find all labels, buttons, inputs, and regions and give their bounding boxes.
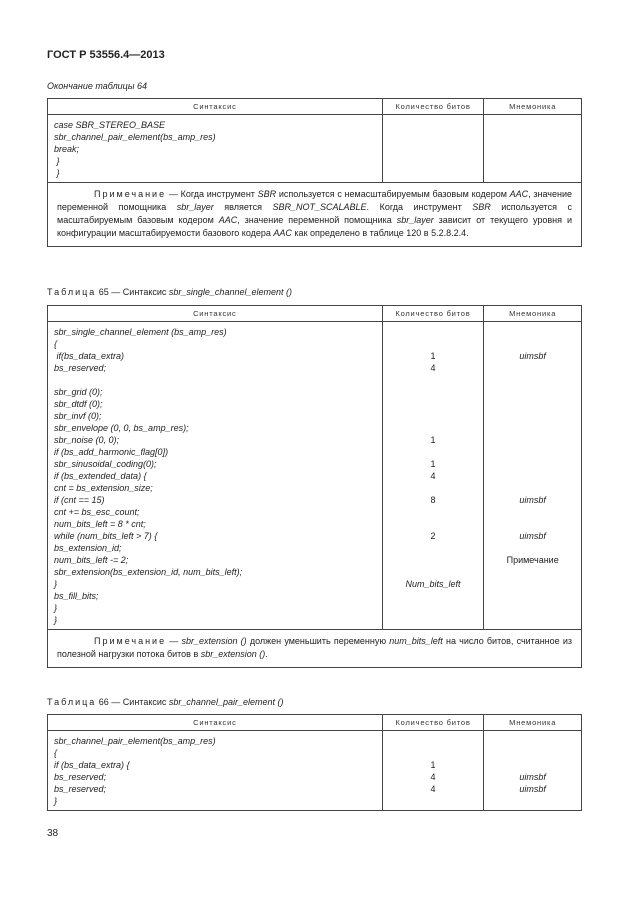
mnemonic-value (490, 542, 575, 554)
syntax-line (54, 374, 376, 386)
note-term: sbr_extension () (200, 649, 266, 659)
note-term: sbr_layer (396, 215, 434, 225)
note-text: должен уменьшить переменную (246, 636, 390, 646)
syntax-line: sbr_single_channel_element (bs_amp_res) (54, 327, 227, 337)
mnemonic-value (490, 735, 575, 747)
bits-value: 4 (430, 363, 436, 373)
col-header-syntax: Синтаксис (48, 99, 383, 115)
table66-mnemonic-cell (484, 731, 582, 811)
bits-value (389, 326, 478, 338)
caption-text: 66 — Синтаксис (96, 697, 169, 707)
table64 (47, 98, 582, 247)
mnemonic-value (490, 446, 575, 458)
note-term: SBR_NOT_SCALABLE (272, 202, 367, 212)
note-text: , значение переменной помощника (57, 189, 572, 212)
syntax-line: bs_reserved; (54, 772, 107, 782)
page-number: 38 (47, 828, 59, 839)
bits-value (389, 374, 478, 386)
mnemonic-value (490, 374, 575, 386)
note-term: AAC (273, 228, 292, 238)
syntax-line: bs_fill_bits; (54, 591, 99, 601)
note-term: SBR (472, 202, 491, 212)
bits-value: 4 (430, 772, 436, 782)
bits-value: 4 (430, 471, 436, 481)
syntax-line: while (num_bits_left > 7) { (54, 531, 158, 541)
col-header-mnemonic: Мнемоника (484, 715, 582, 731)
bits-value (389, 590, 478, 602)
table64-syntax-cell (48, 115, 383, 183)
syntax-line: } (54, 579, 58, 589)
table65-caption (47, 287, 292, 297)
syntax-line: } (54, 615, 58, 625)
table64-bits-cell (382, 115, 484, 183)
mnemonic-value (490, 470, 575, 482)
mnemonic-value: Примечание (506, 555, 559, 565)
mnemonic-value: uimsbf (519, 772, 546, 782)
table66-bits-cell (382, 731, 484, 811)
syntax-line: { (54, 339, 58, 349)
document-header: ГОСТ Р 53556.4—2013 (47, 49, 165, 61)
table66 (47, 714, 582, 811)
caption-prefix: Таблица (47, 697, 97, 707)
col-header-syntax: Синтаксис (48, 715, 383, 731)
bits-value (389, 398, 478, 410)
bits-value (389, 542, 478, 554)
note-text: , значение переменной помощника (237, 215, 397, 225)
bits-value: 4 (430, 784, 436, 794)
table65-bits-cell (382, 322, 484, 630)
caption-function: sbr_channel_pair_element () (168, 697, 284, 707)
mnemonic-value (490, 747, 575, 759)
mnemonic-value (490, 338, 575, 350)
syntax-line: sbr_extension(bs_extension_id, num_bits_left); (54, 567, 243, 577)
bits-value (389, 554, 478, 566)
mnemonic-value (490, 434, 575, 446)
bits-value (389, 795, 478, 807)
note-label: Примечание (94, 189, 167, 199)
mnemonic-value (490, 566, 575, 578)
bits-value (389, 518, 478, 530)
bits-value: Num_bits_left (405, 579, 461, 589)
note-term: sbr_layer (176, 202, 214, 212)
bits-value: 1 (430, 435, 436, 445)
syntax-line: num_bits_left -= 2; (54, 555, 129, 565)
bits-value: 1 (430, 459, 436, 469)
syntax-line: } (54, 168, 60, 178)
syntax-line: sbr_channel_pair_element(bs_amp_res) (54, 132, 216, 142)
mnemonic-value (490, 506, 575, 518)
bits-value: 8 (430, 495, 436, 505)
note-text: используется с немасштабируемым базовым кодером (276, 189, 510, 199)
syntax-line: bs_reserved; (54, 784, 107, 794)
syntax-line: sbr_envelope (0, 0, bs_amp_res); (54, 423, 189, 433)
bits-value (389, 614, 478, 626)
table65-mnemonic-cell (484, 322, 582, 630)
syntax-line: } (54, 156, 60, 166)
col-header-bits: Количество битов (382, 99, 484, 115)
col-header-syntax: Синтаксис (48, 306, 383, 322)
mnemonic-value: uimsbf (519, 495, 546, 505)
note-text: является (213, 202, 273, 212)
note-label: Примечание (94, 636, 167, 646)
bits-value (389, 747, 478, 759)
note-text: как определено в таблице 120 в 5.2.8.2.4. (291, 228, 469, 238)
mnemonic-value: uimsbf (519, 784, 546, 794)
bits-value (389, 506, 478, 518)
bits-value (389, 422, 478, 434)
syntax-line: case SBR_STEREO_BASE (54, 120, 166, 130)
bits-value: 2 (430, 531, 436, 541)
table64-mnemonic-cell (484, 115, 582, 183)
note-dash: — (166, 189, 181, 199)
caption-prefix: Таблица (47, 287, 97, 297)
bits-value (389, 386, 478, 398)
syntax-line: if(bs_data_extra) (54, 351, 125, 361)
note-text: зависит от текущего уровня и конфигурации масштабируемости базового кодера (57, 215, 572, 238)
bits-value (389, 482, 478, 494)
note-text: на число битов, считанное из полезной нагрузки потока битов в (57, 636, 572, 659)
mnemonic-value (490, 422, 575, 434)
syntax-line: sbr_grid (0); (54, 387, 103, 397)
syntax-line: if (cnt == 15) (54, 495, 105, 505)
note-dash: — (166, 636, 182, 646)
syntax-line: sbr_channel_pair_element(bs_amp_res) (54, 736, 216, 746)
table64-note (48, 183, 582, 247)
table66-syntax-cell (48, 731, 383, 811)
mnemonic-value (490, 458, 575, 470)
syntax-line: sbr_invf (0); (54, 411, 102, 421)
bits-value (389, 566, 478, 578)
syntax-line: } (54, 603, 58, 613)
table65-syntax-cell (48, 322, 383, 630)
bits-value (389, 602, 478, 614)
bits-value (389, 338, 478, 350)
bits-value (389, 446, 478, 458)
bits-value (389, 410, 478, 422)
note-term: SBR (257, 189, 277, 199)
col-header-mnemonic: Мнемоника (484, 99, 582, 115)
mnemonic-value (490, 602, 575, 614)
caption-function: sbr_single_channel_element () (168, 287, 292, 297)
syntax-line: { (54, 748, 58, 758)
note-term: AAC (218, 215, 238, 225)
col-header-bits: Количество битов (382, 715, 484, 731)
syntax-line: sbr_sinusoidal_coding(0); (54, 459, 157, 469)
bits-value: 1 (430, 760, 436, 770)
syntax-line: sbr_noise (0, 0); (54, 435, 120, 445)
note-text: . (265, 649, 268, 659)
mnemonic-value: uimsbf (519, 531, 546, 541)
caption-text: 65 — Синтаксис (96, 287, 169, 297)
mnemonic-value (490, 614, 575, 626)
mnemonic-value (490, 326, 575, 338)
table65 (47, 305, 582, 668)
syntax-line: bs_reserved; (54, 363, 107, 373)
syntax-line: break; (54, 144, 80, 154)
table66-caption (47, 697, 283, 707)
bits-value: 1 (430, 351, 436, 361)
note-text: . Когда инструмент (366, 202, 473, 212)
bits-value (389, 735, 478, 747)
mnemonic-value (490, 518, 575, 530)
note-term: sbr_extension () (181, 636, 247, 646)
mnemonic-value (490, 410, 575, 422)
table65-note (48, 630, 582, 668)
syntax-line: sbr_dtdf (0); (54, 399, 103, 409)
syntax-line: cnt += bs_esc_count; (54, 507, 140, 517)
note-text: используется с масштабируемым базовым кодером (57, 202, 572, 225)
mnemonic-value (490, 398, 575, 410)
syntax-line: num_bits_left = 8 * cnt; (54, 519, 146, 529)
mnemonic-value (490, 386, 575, 398)
syntax-line: bs_extension_id; (54, 543, 122, 553)
note-term: AAC (509, 189, 529, 199)
mnemonic-value (490, 759, 575, 771)
mnemonic-value: uimsbf (519, 351, 546, 361)
mnemonic-value (490, 362, 575, 374)
syntax-line: if (bs_data_extra) { (54, 760, 130, 770)
mnemonic-value (490, 482, 575, 494)
mnemonic-value (490, 590, 575, 602)
mnemonic-value (490, 795, 575, 807)
syntax-line: cnt = bs_extension_size; (54, 483, 153, 493)
note-term: num_bits_left (389, 636, 443, 646)
syntax-line: } (54, 796, 58, 806)
mnemonic-value (490, 578, 575, 590)
col-header-bits: Количество битов (382, 306, 484, 322)
col-header-mnemonic: Мнемоника (484, 306, 582, 322)
syntax-line: if (bs_add_harmonic_flag[0]) (54, 447, 169, 457)
syntax-line: if (bs_extended_data) { (54, 471, 147, 481)
note-text: Когда инструмент (180, 189, 258, 199)
table64-caption: Окончание таблицы 64 (47, 81, 147, 91)
